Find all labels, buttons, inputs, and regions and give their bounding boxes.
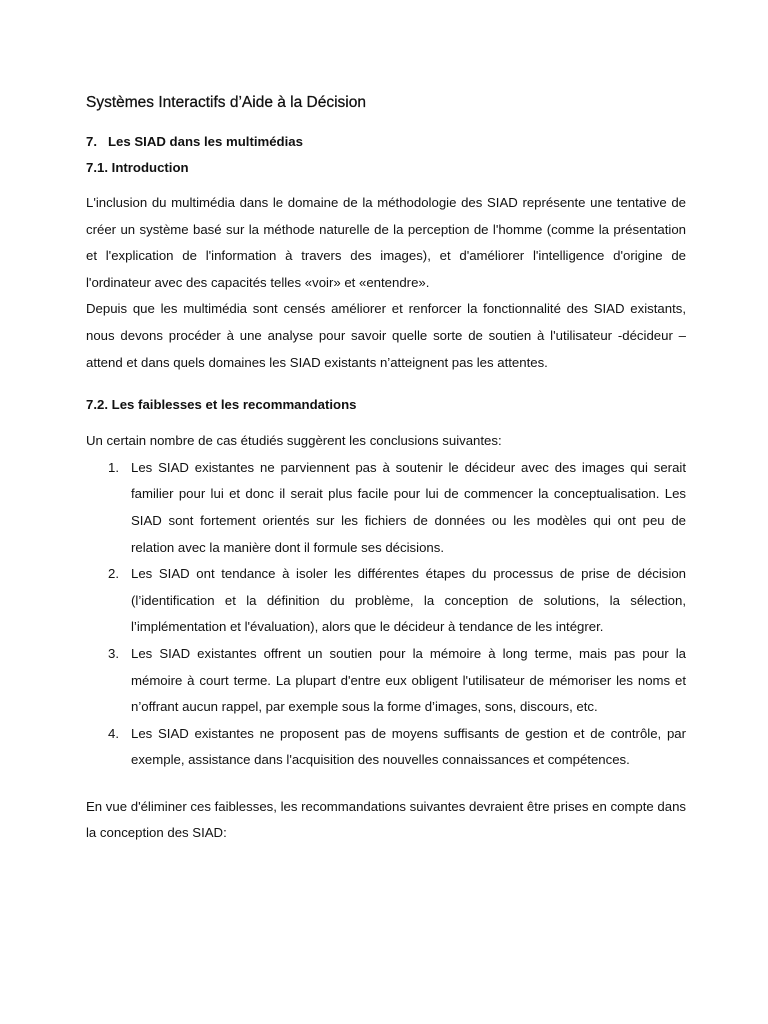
list-item — [86, 721, 686, 774]
list-item-number: 2. — [108, 566, 119, 582]
list-item-text: Les SIAD existantes ne parviennent pas à soutenir le décideur avec des images qui serait familier pour lui et donc il serait plus facile pour lui de commencer la conceptualisation. Les SIAD sont fortement orientés sur les fichiers de données ou les modèles qui ont peu de relation avec la manière dont il formule ses décisions. — [131, 459, 686, 555]
intro-paragraph-1: L'inclusion du multimédia dans le domaine de la méthodologie des SIAD représente une tentative de créer un système basé sur la méthode naturelle de la perception de l'homme (comme la présentation et l'explication de l'information à travers des images), et d'améliorer l'intelligence d'origine de l'ordinateur avec des capacités telles «voir» et «entendre». — [86, 195, 686, 290]
list-item-text: Les SIAD existantes ne proposent pas de moyens suffisants de gestion et de contrôle, par exemple, assistance dans l'acquisition des nouvelles connaissances et compétences. — [131, 725, 686, 768]
weaknesses-list — [86, 455, 686, 774]
list-item-number: 1. — [108, 459, 119, 475]
list-item-text: Les SIAD existantes offrent un soutien pour la mémoire à long terme, mais pas pour la mémoire à court terme. La plupart d'entre eux obligent l'utilisateur de mémoriser les noms et n’offrant aucun rappel, par exemple sous la forme d’images, sons, discours, etc. — [131, 645, 686, 715]
intro-paragraph-2: Depuis que les multimédia sont censés améliorer et renforcer la fonctionnalité des SIAD existants, nous devons procéder à une analyse pour savoir quelle sorte de soutien à l'utilisateur -décideur – attend et dans quels domaines les SIAD existants n’atteignent pas les attentes. — [86, 301, 686, 370]
document-title: Systèmes Interactifs d’Aide à la Décision — [86, 94, 366, 111]
subsection-heading-weaknesses: 7.2. Les faiblesses et les recommandations — [86, 397, 357, 413]
section-heading — [86, 133, 686, 151]
weaknesses-closing: En vue d'éliminer ces faiblesses, les recommandations suivantes devraient être prises en compte dans la conception des SIAD: — [86, 798, 686, 841]
list-item — [86, 455, 686, 561]
subsection-heading-introduction: 7.1. Introduction — [86, 160, 189, 175]
list-item — [86, 561, 686, 641]
list-item-number: 4. — [108, 725, 119, 741]
section-number: 7. — [86, 134, 97, 149]
list-item — [86, 641, 686, 721]
list-item-number: 3. — [108, 645, 119, 661]
weaknesses-lead: Un certain nombre de cas étudiés suggèrent les conclusions suivantes: — [86, 433, 502, 449]
list-item-text: Les SIAD ont tendance à isoler les différentes étapes du processus de prise de décision (l’identification et la définition du problème, la conception de solutions, la sélection, l’implémentation et l'évaluation), alors que le décideur à tendance de les intégrer. — [131, 566, 686, 635]
section-title: Les SIAD dans les multimédias — [108, 134, 303, 149]
document-page — [86, 93, 686, 847]
